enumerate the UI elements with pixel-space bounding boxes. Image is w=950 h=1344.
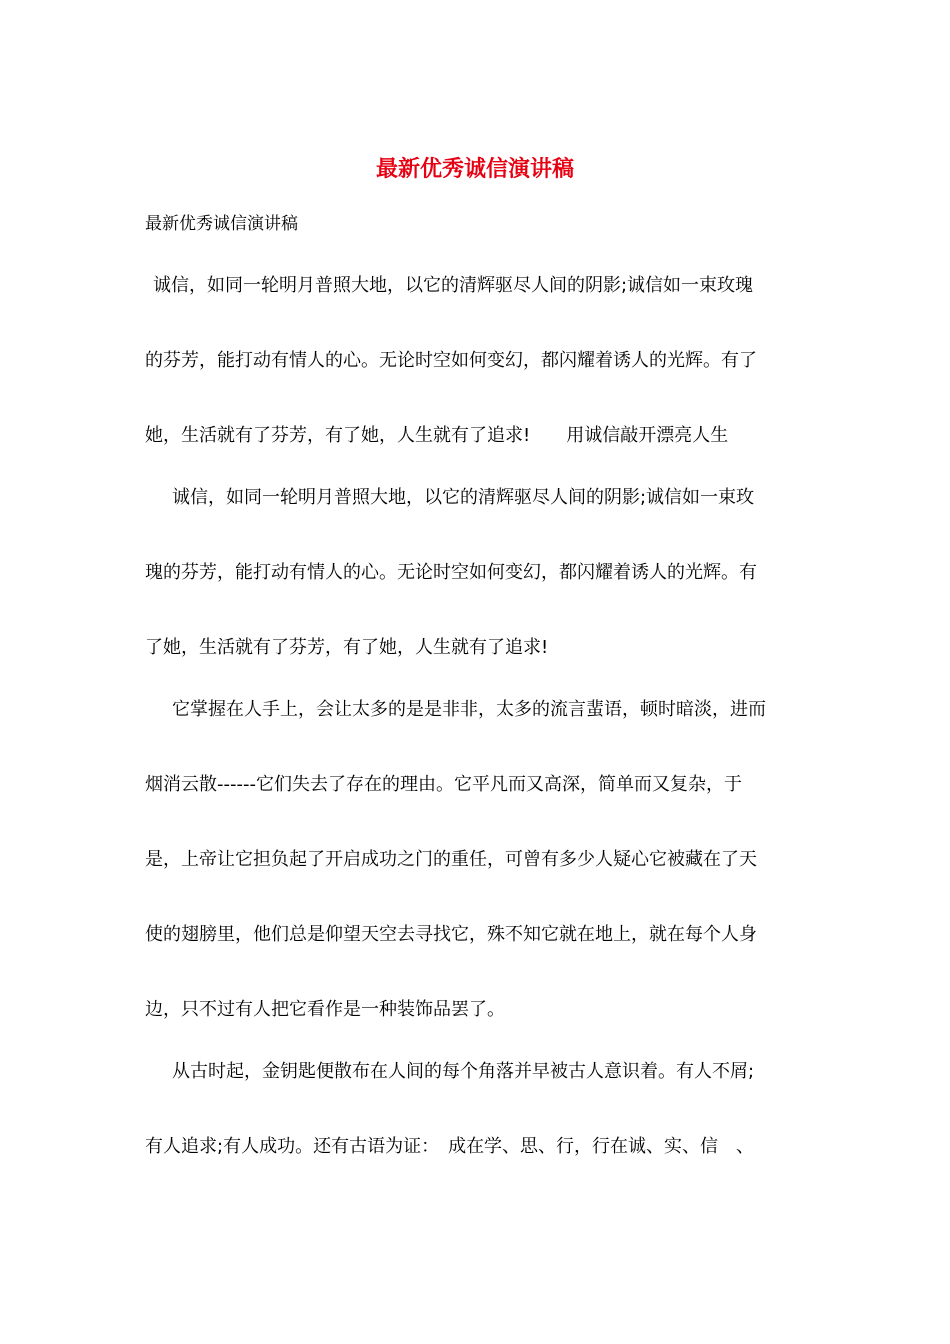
paragraph-line: 是，上帝让它担负起了开启成功之门的重任，可曾有多少人疑心它被藏在了天 [145, 849, 757, 870]
paragraph-line: 她，生活就有了芬芳，有了她，人生就有了追求! 用诚信敲开漂亮人生 [145, 425, 729, 446]
document-subtitle: 最新优秀诚信演讲稿 [145, 214, 298, 234]
paragraph-line: 从古时起，金钥匙便散布在人间的每个角落并早被古人意识着。有人不屑; [172, 1061, 755, 1082]
paragraph-line: 有人追求;有人成功。还有古语为证： 成在学、思、行，行在诚、实、信 、 [145, 1136, 755, 1157]
paragraph-line: 烟消云散------它们失去了存在的理由。它平凡而又高深，简单而又复杂，于 [145, 774, 742, 795]
paragraph-line: 诚信，如同一轮明月普照大地，以它的清辉驱尽人间的阴影;诚信如一束玫 [172, 487, 755, 508]
paragraph-line: 使的翅膀里，他们总是仰望天空去寻找它，殊不知它就在地上，就在每个人身 [145, 924, 757, 945]
paragraph-line: 边，只不过有人把它看作是一种装饰品罢了。 [145, 999, 505, 1020]
paragraph-line: 诚信，如同一轮明月普照大地，以它的清辉驱尽人间的阴影;诚信如一束玫瑰 [153, 275, 754, 296]
paragraph-line: 瑰的芬芳，能打动有情人的心。无论时空如何变幻，都闪耀着诱人的光辉。有 [145, 562, 757, 583]
paragraph-line: 它掌握在人手上，会让太多的是是非非，太多的流言蜚语，顿时暗淡，进而 [172, 699, 766, 720]
paragraph-line: 了她，生活就有了芬芳，有了她，人生就有了追求! [145, 637, 549, 658]
paragraph-line: 的芬芳，能打动有情人的心。无论时空如何变幻，都闪耀着诱人的光辉。有了 [145, 350, 757, 371]
document-title: 最新优秀诚信演讲稿 [375, 157, 574, 182]
